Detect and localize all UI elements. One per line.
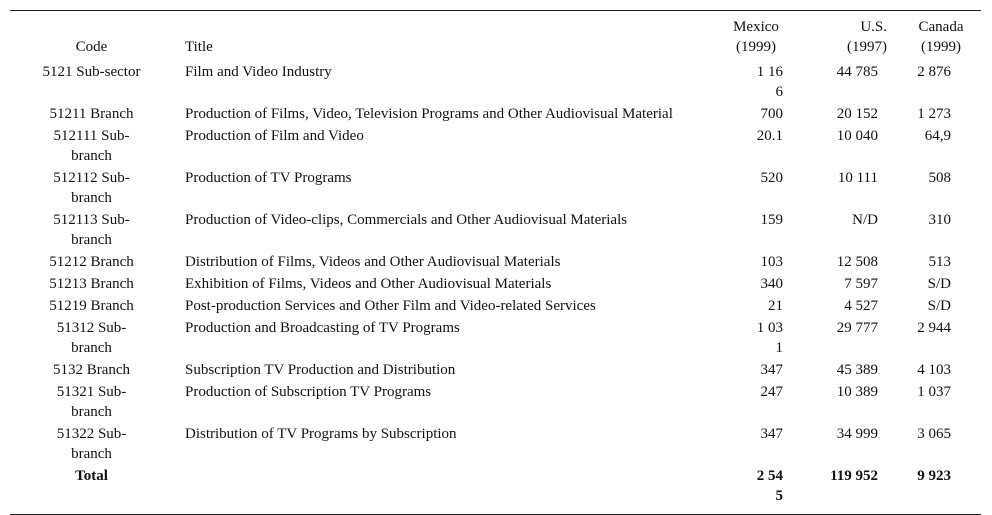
table-row <box>10 295 981 317</box>
row-code <box>10 209 173 251</box>
row-canada: 508 <box>928 170 951 186</box>
table-row <box>10 103 981 125</box>
row-title: Production of Films, Video, Television Programs and Other Audiovisual Material <box>185 106 673 122</box>
row-title: Distribution of Films, Videos and Other Audiovisual Materials <box>185 254 561 270</box>
row-code-value: 512113 Sub-branch <box>53 212 130 248</box>
row-mexico <box>725 359 787 381</box>
industry-table <box>10 11 981 514</box>
row-canada: 2 944 <box>917 320 951 336</box>
row-mexico-value: 520 <box>760 170 783 186</box>
row-title: Post-production Services and Other Film and Video-related Services <box>185 298 596 314</box>
row-canada: S/D <box>927 298 951 314</box>
row-code-value: 51322 Sub-branch <box>56 426 127 462</box>
row-us: 29 777 <box>836 320 878 336</box>
table-body <box>10 61 981 465</box>
row-code <box>10 317 173 359</box>
row-canada: 64,9 <box>924 128 951 144</box>
row-mexico-value: 340 <box>760 276 783 292</box>
total-title-cell <box>173 465 725 514</box>
header-mexico-name: Mexico <box>733 19 779 35</box>
row-canada: 513 <box>928 254 951 270</box>
row-us: 20 152 <box>836 106 878 122</box>
row-canada: S/D <box>927 276 951 292</box>
row-code-value: 512111 Sub-branch <box>53 128 130 164</box>
row-code-value: 51312 Sub-branch <box>56 320 127 356</box>
row-title: Production of Film and Video <box>185 128 364 144</box>
row-code-value: 5132 Branch <box>52 362 131 378</box>
header-mexico <box>725 11 787 61</box>
table-row <box>10 61 981 103</box>
row-mexico-value: 103 <box>760 254 783 270</box>
row-title: Exhibition of Films, Videos and Other Audiovisual Materials <box>185 276 552 292</box>
row-code <box>10 295 173 317</box>
row-canada: 3 065 <box>917 426 951 442</box>
total-row <box>10 465 981 514</box>
row-mexico-value: 700 <box>760 106 783 122</box>
table-row <box>10 125 981 167</box>
row-mexico <box>725 273 787 295</box>
row-code <box>10 167 173 209</box>
row-code <box>10 359 173 381</box>
total-us-value: 119 952 <box>830 468 878 484</box>
row-canada: 310 <box>928 212 951 228</box>
table-footer <box>10 465 981 514</box>
row-code-value: 51219 Branch <box>49 298 134 314</box>
row-code-value: 5121 Sub-sector <box>42 64 141 80</box>
row-mexico-value: 247 <box>760 384 783 400</box>
row-mexico <box>725 251 787 273</box>
total-canada: 9 923 <box>917 468 951 484</box>
row-mexico <box>725 125 787 167</box>
row-code <box>10 423 173 465</box>
row-us: 45 389 <box>836 362 878 378</box>
row-title: Production and Broadcasting of TV Programs <box>185 320 460 336</box>
table-row <box>10 273 981 295</box>
row-us: 44 785 <box>836 64 878 80</box>
header-us <box>787 11 887 61</box>
header-us-year: (1997) <box>847 39 887 55</box>
header-title: Title <box>185 39 213 55</box>
row-code <box>10 103 173 125</box>
row-canada: 4 103 <box>917 362 951 378</box>
row-mexico <box>725 167 787 209</box>
row-mexico <box>725 61 787 103</box>
row-canada: 1 037 <box>917 384 951 400</box>
row-mexico-value: 20.1 <box>756 128 783 144</box>
total-mexico-value: 2 545 <box>756 468 783 504</box>
header-canada <box>887 11 981 61</box>
row-mexico-value: 159 <box>760 212 783 228</box>
header-canada-year: (1999) <box>921 39 961 55</box>
row-mexico <box>725 209 787 251</box>
row-title: Production of TV Programs <box>185 170 352 186</box>
header-row <box>10 11 981 61</box>
row-mexico <box>725 317 787 359</box>
table-row <box>10 167 981 209</box>
row-us: 10 111 <box>837 170 878 186</box>
row-mexico <box>725 295 787 317</box>
row-code <box>10 381 173 423</box>
row-code-value: 51213 Branch <box>49 276 134 292</box>
row-canada: 1 273 <box>917 106 951 122</box>
header-us-name: U.S. <box>860 19 887 35</box>
row-mexico <box>725 423 787 465</box>
table-row <box>10 381 981 423</box>
header-code: Code <box>75 39 108 55</box>
row-canada: 2 876 <box>917 64 951 80</box>
row-code-value: 51321 Sub-branch <box>56 384 127 420</box>
row-us: 34 999 <box>836 426 878 442</box>
row-mexico-value: 1 166 <box>756 64 783 100</box>
row-code-value: 51212 Branch <box>49 254 134 270</box>
header-mexico-year: (1999) <box>736 39 776 55</box>
row-us: 4 527 <box>844 298 878 314</box>
row-title: Film and Video Industry <box>185 64 332 80</box>
table-row <box>10 209 981 251</box>
row-code <box>10 273 173 295</box>
row-code-value: 51211 Branch <box>49 106 134 122</box>
total-us <box>787 465 887 514</box>
row-code <box>10 125 173 167</box>
total-label: Total <box>75 468 108 484</box>
table-row <box>10 317 981 359</box>
table-row <box>10 251 981 273</box>
row-us: N/D <box>852 212 878 228</box>
row-mexico-value: 1 031 <box>756 320 783 356</box>
header-canada-name: Canada <box>918 19 964 35</box>
row-code <box>10 61 173 103</box>
row-us: 7 597 <box>844 276 878 292</box>
row-mexico-value: 347 <box>760 362 783 378</box>
table-header <box>10 11 981 61</box>
total-mexico <box>725 465 787 514</box>
row-title: Subscription TV Production and Distribution <box>185 362 456 378</box>
row-mexico <box>725 381 787 423</box>
row-title: Production of Subscription TV Programs <box>185 384 432 400</box>
row-us: 10 040 <box>836 128 878 144</box>
industry-table-container <box>10 10 981 515</box>
row-us: 12 508 <box>836 254 878 270</box>
row-title: Production of Video-clips, Commercials and Other Audiovisual Materials <box>185 212 628 228</box>
table-row <box>10 423 981 465</box>
table-row <box>10 359 981 381</box>
row-mexico-value: 21 <box>768 298 783 314</box>
row-code-value: 512112 Sub-branch <box>53 170 130 206</box>
row-us: 10 389 <box>836 384 878 400</box>
row-mexico-value: 347 <box>760 426 783 442</box>
row-mexico <box>725 103 787 125</box>
row-title: Distribution of TV Programs by Subscription <box>185 426 457 442</box>
row-code <box>10 251 173 273</box>
